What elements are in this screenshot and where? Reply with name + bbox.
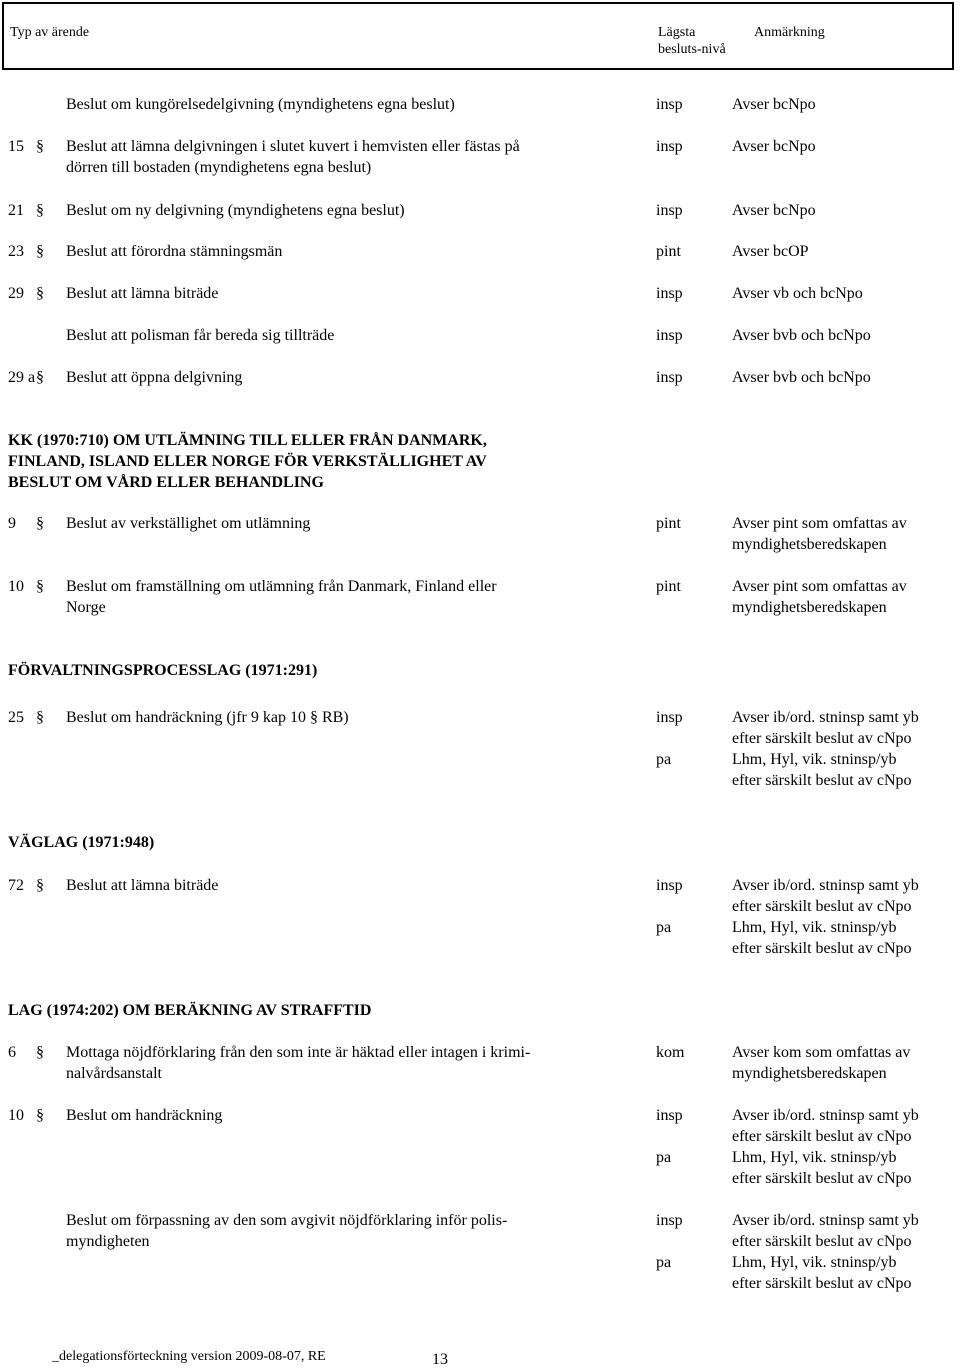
remark-line: Avser ib/ord. stninsp samt yb <box>732 1212 919 1229</box>
matter-description <box>66 94 586 115</box>
remark <box>732 200 958 221</box>
decision-level <box>656 1105 726 1189</box>
description-line: Beslut om handräckning <box>66 1107 223 1124</box>
remark-line: efter särskilt beslut av cNpo <box>732 1170 912 1187</box>
remark-line: Avser pint som omfattas av <box>732 578 907 595</box>
remark-line: Avser kom som omfattas av <box>732 1044 911 1061</box>
level-line: insp <box>656 1107 683 1124</box>
remark <box>732 325 958 346</box>
remark-line: efter särskilt beslut av cNpo <box>732 898 912 915</box>
decision-level <box>656 283 726 304</box>
remark-line: Lhm, Hyl, vik. stninsp/yb <box>732 919 897 936</box>
section-heading-line: VÄGLAG (1971:948) <box>8 834 155 851</box>
level-line: insp <box>656 877 683 894</box>
level-line <box>656 1126 726 1147</box>
section-sign: § <box>36 285 44 302</box>
decision-level <box>656 94 726 115</box>
remark-line: efter särskilt beslut av cNpo <box>732 940 912 957</box>
description-line: Mottaga nöjdförklaring från den som inte är häktad eller intagen i krimi- <box>66 1044 531 1061</box>
remark <box>732 367 958 388</box>
level-line: pa <box>656 919 672 936</box>
description-line: Beslut om förpassning av den som avgivit nöjdförklaring inför polis- <box>66 1212 508 1229</box>
remark-line: Avser ib/ord. stninsp samt yb <box>732 1107 919 1124</box>
paragraph-number: 21 <box>8 202 24 219</box>
remark-line: myndighetsberedskapen <box>732 599 887 616</box>
remark-line: Avser bcNpo <box>732 138 816 155</box>
remark-line: efter särskilt beslut av cNpo <box>732 1275 912 1292</box>
remark-line: efter särskilt beslut av cNpo <box>732 1128 912 1145</box>
level-line: pa <box>656 1254 672 1271</box>
description-line: Beslut att lämna delgivningen i slutet kuvert i hemvisten eller fästas på <box>66 138 520 155</box>
remark-line: Avser bcNpo <box>732 96 816 113</box>
remark-line: Avser vb och bcNpo <box>732 285 863 302</box>
matter-description <box>66 707 586 728</box>
section-sign: § <box>36 369 44 386</box>
level-line <box>656 770 726 791</box>
footer-page-number: 13 <box>432 1351 448 1368</box>
decision-level <box>656 241 726 262</box>
description-line: Beslut om framställning om utlämning från Danmark, Finland eller <box>66 578 497 595</box>
footer-doc-version: _delegationsförteckning version 2009-08-07, RE <box>52 1349 326 1364</box>
matter-description <box>66 513 586 534</box>
remark-line: Lhm, Hyl, vik. stninsp/yb <box>732 751 897 768</box>
level-line: kom <box>656 1044 685 1061</box>
paragraph-number: 6 <box>8 1044 16 1061</box>
matter-description <box>66 136 586 178</box>
matter-description <box>66 200 586 221</box>
description-line: Beslut att lämna biträde <box>66 285 219 302</box>
section-sign: § <box>36 709 44 726</box>
paragraph-number: 23 <box>8 243 24 260</box>
header-type-label: Typ av ärende <box>10 25 90 40</box>
level-line <box>656 938 726 959</box>
remark-line: myndighetsberedskapen <box>732 536 887 553</box>
level-line: insp <box>656 285 683 302</box>
remark-line: efter särskilt beslut av cNpo <box>732 1233 912 1250</box>
remark-line: Avser bcNpo <box>732 202 816 219</box>
paragraph-number: 72 <box>8 877 24 894</box>
remark-line: Avser bcOP <box>732 243 809 260</box>
section-heading <box>8 1000 608 1021</box>
remark <box>732 94 958 115</box>
matter-description <box>66 875 586 896</box>
level-line: insp <box>656 138 683 155</box>
section-heading-line: LAG (1974:202) OM BERÄKNING AV STRAFFTID <box>8 1002 372 1019</box>
matter-description <box>66 367 586 388</box>
level-line <box>656 896 726 917</box>
remark <box>732 707 958 791</box>
level-line <box>656 1168 726 1189</box>
decision-level <box>656 136 726 157</box>
remark-line: Avser bvb och bcNpo <box>732 327 871 344</box>
description-line: Beslut att öppna delgivning <box>66 369 243 386</box>
level-line: insp <box>656 202 683 219</box>
section-sign: § <box>36 1044 44 1061</box>
paragraph-number: 25 <box>8 709 24 726</box>
section-sign: § <box>36 515 44 532</box>
matter-description <box>66 1042 586 1084</box>
decision-level <box>656 367 726 388</box>
level-line: pa <box>656 751 672 768</box>
remark-line: myndighetsberedskapen <box>732 1065 887 1082</box>
level-line: insp <box>656 1212 683 1229</box>
section-sign: § <box>36 578 44 595</box>
remark-line: efter särskilt beslut av cNpo <box>732 772 912 789</box>
decision-level <box>656 513 726 534</box>
section-heading <box>8 832 608 853</box>
level-line: insp <box>656 369 683 386</box>
description-line: Norge <box>66 599 106 616</box>
decision-level <box>656 325 726 346</box>
remark <box>732 1105 958 1189</box>
matter-description <box>66 241 586 262</box>
remark <box>732 1210 958 1294</box>
section-sign: § <box>36 1107 44 1124</box>
paragraph-number: 9 <box>8 515 16 532</box>
level-line: pint <box>656 243 681 260</box>
matter-description <box>66 576 586 618</box>
section-heading-line: FÖRVALTNINGSPROCESSLAG (1971:291) <box>8 662 318 679</box>
paragraph-number: 10 <box>8 1107 24 1124</box>
remark-line: Avser bvb och bcNpo <box>732 369 871 386</box>
decision-level <box>656 1042 726 1063</box>
section-heading-line: FINLAND, ISLAND ELLER NORGE FÖR VERKSTÄLLIGHET AV <box>8 453 487 470</box>
remark <box>732 241 958 262</box>
description-line: Beslut av verkställighet om utlämning <box>66 515 311 532</box>
level-line <box>656 1273 726 1294</box>
level-line: pint <box>656 578 681 595</box>
description-line: Beslut att polisman får bereda sig tillträde <box>66 327 335 344</box>
remark <box>732 576 958 618</box>
paragraph-number: 29 a <box>8 369 36 386</box>
description-line: dörren till bostaden (myndighetens egna beslut) <box>66 159 372 176</box>
section-heading-line: KK (1970:710) OM UTLÄMNING TILL ELLER FRÅN DANMARK, <box>8 432 487 449</box>
level-line: pint <box>656 515 681 532</box>
decision-level <box>656 707 726 791</box>
paragraph-number: 15 <box>8 138 24 155</box>
remark-line: Avser ib/ord. stninsp samt yb <box>732 877 919 894</box>
remark <box>732 875 958 959</box>
description-line: Beslut att förordna stämningsmän <box>66 243 283 260</box>
header-note-label: Anmärkning <box>754 25 825 40</box>
matter-description <box>66 1105 586 1126</box>
level-line: insp <box>656 709 683 726</box>
remark <box>732 283 958 304</box>
description-line: Beslut att lämna biträde <box>66 877 219 894</box>
remark <box>732 1042 958 1084</box>
remark <box>732 136 958 157</box>
matter-description <box>66 283 586 304</box>
decision-level <box>656 1210 726 1294</box>
level-line: insp <box>656 327 683 344</box>
section-heading <box>8 660 608 681</box>
section-sign: § <box>36 877 44 894</box>
decision-level <box>656 200 726 221</box>
level-line <box>656 728 726 749</box>
description-line: Beslut om kungörelsedelgivning (myndighetens egna beslut) <box>66 96 455 113</box>
matter-description <box>66 1210 586 1252</box>
remark <box>732 513 958 555</box>
paragraph-number: 10 <box>8 578 24 595</box>
section-sign: § <box>36 202 44 219</box>
remark-line: Avser ib/ord. stninsp samt yb <box>732 709 919 726</box>
remark-line: Lhm, Hyl, vik. stninsp/yb <box>732 1149 897 1166</box>
remark-line: efter särskilt beslut av cNpo <box>732 730 912 747</box>
level-line <box>656 1231 726 1252</box>
paragraph-number: 29 <box>8 285 24 302</box>
description-line: myndigheten <box>66 1233 150 1250</box>
section-sign: § <box>36 243 44 260</box>
remark-line: Avser pint som omfattas av <box>732 515 907 532</box>
header-level-label: Lägsta besluts-nivå <box>658 25 726 57</box>
level-line: insp <box>656 96 683 113</box>
description-line: Beslut om ny delgivning (myndighetens egna beslut) <box>66 202 405 219</box>
section-heading-line: BESLUT OM VÅRD ELLER BEHANDLING <box>8 474 324 491</box>
decision-level <box>656 875 726 959</box>
section-heading <box>8 430 608 493</box>
section-sign: § <box>36 138 44 155</box>
level-line: pa <box>656 1149 672 1166</box>
matter-description <box>66 325 586 346</box>
description-line: nalvårdsanstalt <box>66 1065 162 1082</box>
description-line: Beslut om handräckning (jfr 9 kap 10 § RB) <box>66 709 349 726</box>
remark-line: Lhm, Hyl, vik. stninsp/yb <box>732 1254 897 1271</box>
decision-level <box>656 576 726 597</box>
